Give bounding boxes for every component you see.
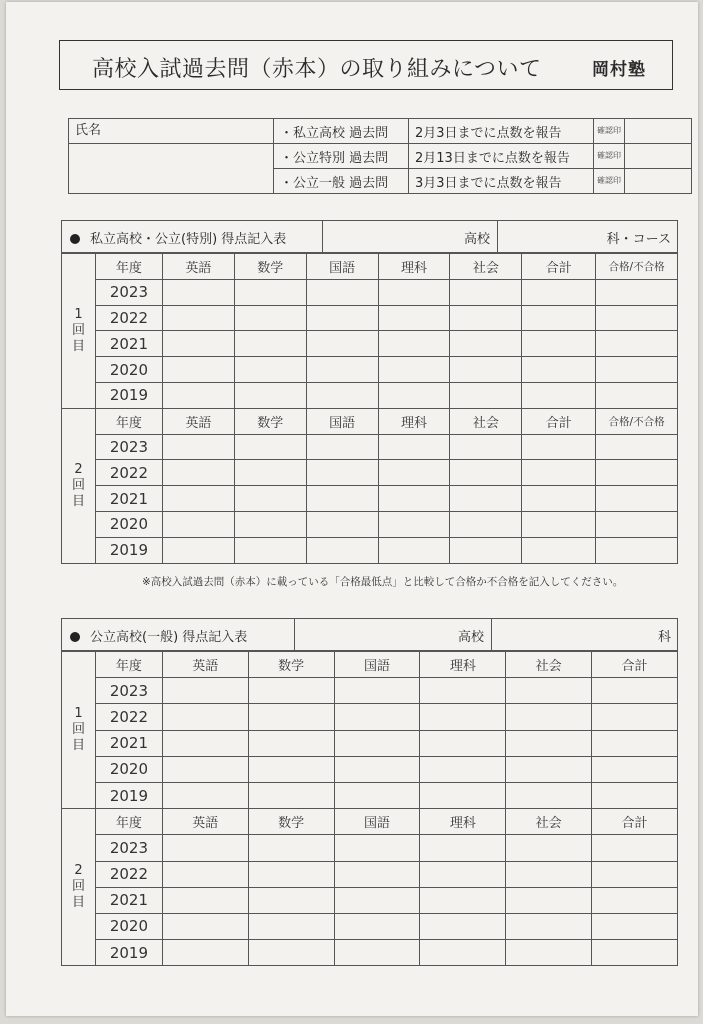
section2-title: 公立高校(一般) 得点記入表 bbox=[90, 630, 248, 645]
score-input-cell[interactable] bbox=[234, 434, 306, 460]
score-row bbox=[62, 357, 678, 383]
score-input-cell[interactable] bbox=[596, 537, 678, 563]
score-row bbox=[62, 382, 678, 408]
score-input-cell[interactable] bbox=[306, 486, 378, 512]
score-row bbox=[62, 537, 678, 563]
year-cell: 2019 bbox=[95, 782, 162, 808]
score-input-cell[interactable] bbox=[420, 730, 506, 756]
score-input-cell[interactable] bbox=[162, 887, 248, 913]
score-row bbox=[62, 940, 678, 966]
score-input-cell[interactable] bbox=[234, 486, 306, 512]
stamp-box[interactable] bbox=[625, 144, 692, 169]
score-input-cell[interactable] bbox=[378, 537, 450, 563]
score-input-cell[interactable] bbox=[162, 704, 248, 730]
column-header: 合計 bbox=[592, 652, 678, 678]
bullet-icon bbox=[70, 632, 80, 642]
column-header: 社会 bbox=[450, 408, 522, 434]
score-input-cell[interactable] bbox=[334, 913, 420, 939]
column-header: 年度 bbox=[95, 652, 162, 678]
year-cell: 2020 bbox=[95, 511, 162, 537]
score-input-cell[interactable] bbox=[248, 756, 334, 782]
score-input-cell[interactable] bbox=[162, 279, 234, 305]
score-input-cell[interactable] bbox=[592, 704, 678, 730]
worksheet-page bbox=[6, 2, 698, 1016]
score-row bbox=[62, 861, 678, 887]
round-label: 1 回 目 bbox=[62, 254, 96, 409]
column-header: 数学 bbox=[248, 809, 334, 835]
score-row bbox=[62, 305, 678, 331]
score-row bbox=[62, 913, 678, 939]
column-header: 社会 bbox=[450, 254, 522, 280]
score-input-cell[interactable] bbox=[592, 756, 678, 782]
section2-score-table bbox=[61, 651, 678, 966]
column-header: 国語 bbox=[306, 408, 378, 434]
score-input-cell[interactable] bbox=[162, 730, 248, 756]
column-header: 合計 bbox=[522, 254, 596, 280]
score-input-cell[interactable] bbox=[234, 460, 306, 486]
score-input-cell[interactable] bbox=[234, 331, 306, 357]
section2-header bbox=[61, 618, 678, 651]
bullet-icon bbox=[70, 234, 80, 244]
score-input-cell[interactable] bbox=[420, 887, 506, 913]
school-name-field[interactable] bbox=[322, 221, 498, 252]
column-header: 理科 bbox=[420, 652, 506, 678]
score-input-cell[interactable] bbox=[420, 782, 506, 808]
info-deadline: 3月3日までに点数を報告 bbox=[409, 169, 594, 194]
score-input-cell[interactable] bbox=[248, 782, 334, 808]
column-header: 合計 bbox=[592, 809, 678, 835]
score-input-cell[interactable] bbox=[596, 279, 678, 305]
score-row bbox=[62, 887, 678, 913]
score-input-cell[interactable] bbox=[162, 486, 234, 512]
score-input-cell[interactable] bbox=[234, 537, 306, 563]
year-cell: 2019 bbox=[95, 382, 162, 408]
score-input-cell[interactable] bbox=[506, 835, 592, 861]
score-input-cell[interactable] bbox=[162, 357, 234, 383]
score-input-cell[interactable] bbox=[450, 331, 522, 357]
score-input-cell[interactable] bbox=[234, 357, 306, 383]
score-input-cell[interactable] bbox=[162, 460, 234, 486]
score-input-cell[interactable] bbox=[162, 331, 234, 357]
column-header: 社会 bbox=[506, 652, 592, 678]
score-input-cell[interactable] bbox=[306, 537, 378, 563]
score-input-cell[interactable] bbox=[334, 678, 420, 704]
score-input-cell[interactable] bbox=[596, 331, 678, 357]
column-header: 年度 bbox=[95, 254, 162, 280]
info-deadline: 2月3日までに点数を報告 bbox=[409, 119, 594, 144]
score-input-cell[interactable] bbox=[596, 382, 678, 408]
score-input-cell[interactable] bbox=[248, 861, 334, 887]
round-label: 2 回 目 bbox=[62, 809, 96, 966]
score-input-cell[interactable] bbox=[420, 861, 506, 887]
info-deadline: 2月13日までに点数を報告 bbox=[409, 144, 594, 169]
column-header: 合格/不合格 bbox=[596, 254, 678, 280]
info-table bbox=[68, 118, 692, 194]
score-input-cell[interactable] bbox=[378, 382, 450, 408]
score-input-cell[interactable] bbox=[306, 305, 378, 331]
column-header: 数学 bbox=[234, 408, 306, 434]
score-input-cell[interactable] bbox=[248, 730, 334, 756]
score-input-cell[interactable] bbox=[306, 279, 378, 305]
year-cell: 2023 bbox=[95, 678, 162, 704]
header-row bbox=[62, 652, 678, 678]
year-cell: 2022 bbox=[95, 704, 162, 730]
course-name-field[interactable] bbox=[491, 619, 677, 650]
score-input-cell[interactable] bbox=[592, 835, 678, 861]
score-row bbox=[62, 756, 678, 782]
score-input-cell[interactable] bbox=[450, 460, 522, 486]
round-label: 1 回 目 bbox=[62, 652, 96, 809]
score-input-cell[interactable] bbox=[334, 730, 420, 756]
score-input-cell[interactable] bbox=[378, 511, 450, 537]
year-cell: 2022 bbox=[95, 305, 162, 331]
score-input-cell[interactable] bbox=[378, 305, 450, 331]
score-input-cell[interactable] bbox=[596, 305, 678, 331]
score-input-cell[interactable] bbox=[306, 357, 378, 383]
score-input-cell[interactable] bbox=[162, 678, 248, 704]
score-row bbox=[62, 782, 678, 808]
score-row bbox=[62, 704, 678, 730]
score-input-cell[interactable] bbox=[592, 782, 678, 808]
score-input-cell[interactable] bbox=[522, 511, 596, 537]
score-input-cell[interactable] bbox=[420, 756, 506, 782]
school-label: 高校 bbox=[457, 630, 484, 645]
year-cell: 2021 bbox=[95, 486, 162, 512]
year-cell: 2023 bbox=[95, 279, 162, 305]
score-input-cell[interactable] bbox=[378, 331, 450, 357]
score-input-cell[interactable] bbox=[596, 511, 678, 537]
score-input-cell[interactable] bbox=[420, 913, 506, 939]
school-logo: 岡村塾 bbox=[592, 60, 646, 80]
score-input-cell[interactable] bbox=[506, 678, 592, 704]
year-cell: 2021 bbox=[95, 331, 162, 357]
column-header: 数学 bbox=[234, 254, 306, 280]
score-input-cell[interactable] bbox=[450, 486, 522, 512]
score-input-cell[interactable] bbox=[450, 357, 522, 383]
section2-title-wrap bbox=[70, 626, 247, 645]
score-input-cell[interactable] bbox=[522, 357, 596, 383]
score-input-cell[interactable] bbox=[522, 434, 596, 460]
score-input-cell[interactable] bbox=[306, 511, 378, 537]
score-input-cell[interactable] bbox=[506, 913, 592, 939]
info-row bbox=[69, 119, 692, 144]
score-input-cell[interactable] bbox=[334, 835, 420, 861]
score-row bbox=[62, 434, 678, 460]
score-row bbox=[62, 511, 678, 537]
score-input-cell[interactable] bbox=[450, 279, 522, 305]
score-row bbox=[62, 331, 678, 357]
score-input-cell[interactable] bbox=[420, 678, 506, 704]
score-input-cell[interactable] bbox=[596, 460, 678, 486]
score-input-cell[interactable] bbox=[334, 887, 420, 913]
column-header: 合計 bbox=[522, 408, 596, 434]
score-input-cell[interactable] bbox=[248, 704, 334, 730]
score-input-cell[interactable] bbox=[162, 940, 248, 966]
score-input-cell[interactable] bbox=[248, 678, 334, 704]
score-row bbox=[62, 835, 678, 861]
score-input-cell[interactable] bbox=[420, 940, 506, 966]
year-cell: 2023 bbox=[95, 434, 162, 460]
header-row bbox=[62, 809, 678, 835]
score-input-cell[interactable] bbox=[248, 835, 334, 861]
score-input-cell[interactable] bbox=[420, 835, 506, 861]
score-input-cell[interactable] bbox=[506, 861, 592, 887]
score-input-cell[interactable] bbox=[334, 704, 420, 730]
stamp-label: 確認印 bbox=[594, 144, 625, 169]
column-header: 英語 bbox=[162, 254, 234, 280]
section1-score-table bbox=[61, 253, 678, 564]
round-label: 2 回 目 bbox=[62, 408, 96, 563]
score-input-cell[interactable] bbox=[162, 861, 248, 887]
score-input-cell[interactable] bbox=[162, 913, 248, 939]
course-label: 科 bbox=[657, 630, 671, 645]
column-header: 英語 bbox=[162, 652, 248, 678]
score-input-cell[interactable] bbox=[162, 305, 234, 331]
info-row bbox=[69, 144, 692, 169]
year-cell: 2021 bbox=[95, 887, 162, 913]
score-input-cell[interactable] bbox=[378, 434, 450, 460]
note-text: ※高校入試過去問（赤本）に載っている「合格最低点」と比較して合格か不合格を記入してください。 bbox=[142, 576, 624, 588]
info-item: ・私立高校 過去問 bbox=[274, 119, 409, 144]
score-input-cell[interactable] bbox=[450, 382, 522, 408]
column-header: 理科 bbox=[378, 408, 450, 434]
score-input-cell[interactable] bbox=[234, 511, 306, 537]
score-input-cell[interactable] bbox=[522, 305, 596, 331]
score-input-cell[interactable] bbox=[592, 678, 678, 704]
column-header: 英語 bbox=[162, 408, 234, 434]
score-input-cell[interactable] bbox=[306, 331, 378, 357]
column-header: 社会 bbox=[506, 809, 592, 835]
section1-header bbox=[61, 220, 678, 253]
course-name-field[interactable] bbox=[497, 221, 677, 252]
column-header: 英語 bbox=[162, 809, 248, 835]
score-input-cell[interactable] bbox=[522, 460, 596, 486]
score-row bbox=[62, 730, 678, 756]
section1-title-wrap bbox=[70, 228, 286, 247]
score-input-cell[interactable] bbox=[248, 887, 334, 913]
info-item: ・公立一般 過去問 bbox=[274, 169, 409, 194]
score-input-cell[interactable] bbox=[506, 704, 592, 730]
score-row bbox=[62, 486, 678, 512]
score-input-cell[interactable] bbox=[378, 486, 450, 512]
score-input-cell[interactable] bbox=[522, 537, 596, 563]
score-input-cell[interactable] bbox=[596, 357, 678, 383]
score-input-cell[interactable] bbox=[306, 460, 378, 486]
score-input-cell[interactable] bbox=[234, 382, 306, 408]
column-header: 合格/不合格 bbox=[596, 408, 678, 434]
column-header: 年度 bbox=[95, 408, 162, 434]
score-input-cell[interactable] bbox=[522, 279, 596, 305]
score-input-cell[interactable] bbox=[592, 940, 678, 966]
stamp-label: 確認印 bbox=[594, 169, 625, 194]
score-input-cell[interactable] bbox=[334, 756, 420, 782]
score-input-cell[interactable] bbox=[306, 382, 378, 408]
school-label: 高校 bbox=[463, 232, 490, 247]
score-input-cell[interactable] bbox=[234, 279, 306, 305]
score-input-cell[interactable] bbox=[506, 756, 592, 782]
score-input-cell[interactable] bbox=[596, 434, 678, 460]
stamp-box[interactable] bbox=[625, 169, 692, 194]
score-input-cell[interactable] bbox=[592, 730, 678, 756]
score-input-cell[interactable] bbox=[162, 782, 248, 808]
score-input-cell[interactable] bbox=[506, 782, 592, 808]
stamp-label: 確認印 bbox=[594, 119, 625, 144]
score-input-cell[interactable] bbox=[248, 913, 334, 939]
column-header: 国語 bbox=[306, 254, 378, 280]
score-input-cell[interactable] bbox=[378, 279, 450, 305]
info-item: ・公立特別 過去問 bbox=[274, 144, 409, 169]
year-cell: 2022 bbox=[95, 861, 162, 887]
column-header: 年度 bbox=[95, 809, 162, 835]
score-input-cell[interactable] bbox=[506, 887, 592, 913]
score-input-cell[interactable] bbox=[450, 434, 522, 460]
column-header: 理科 bbox=[420, 809, 506, 835]
score-input-cell[interactable] bbox=[506, 730, 592, 756]
column-header: 国語 bbox=[334, 809, 420, 835]
name-input-area[interactable] bbox=[69, 144, 274, 194]
year-cell: 2020 bbox=[95, 357, 162, 383]
score-input-cell[interactable] bbox=[334, 861, 420, 887]
year-cell: 2020 bbox=[95, 756, 162, 782]
score-input-cell[interactable] bbox=[450, 537, 522, 563]
score-row bbox=[62, 460, 678, 486]
score-input-cell[interactable] bbox=[162, 511, 234, 537]
score-input-cell[interactable] bbox=[334, 940, 420, 966]
school-name-field[interactable] bbox=[294, 619, 492, 650]
score-input-cell[interactable] bbox=[592, 887, 678, 913]
column-header: 国語 bbox=[334, 652, 420, 678]
section1-title: 私立高校・公立(特別) 得点記入表 bbox=[90, 232, 287, 247]
score-input-cell[interactable] bbox=[248, 940, 334, 966]
header-row bbox=[62, 408, 678, 434]
column-header: 理科 bbox=[378, 254, 450, 280]
score-input-cell[interactable] bbox=[450, 511, 522, 537]
score-input-cell[interactable] bbox=[450, 305, 522, 331]
year-cell: 2019 bbox=[95, 940, 162, 966]
score-input-cell[interactable] bbox=[420, 704, 506, 730]
score-input-cell[interactable] bbox=[162, 382, 234, 408]
score-input-cell[interactable] bbox=[234, 305, 306, 331]
page-title: 高校入試過去問（赤本）の取り組みについて bbox=[92, 57, 542, 82]
year-cell: 2023 bbox=[95, 835, 162, 861]
score-input-cell[interactable] bbox=[162, 434, 234, 460]
header-row bbox=[62, 254, 678, 280]
score-input-cell[interactable] bbox=[162, 756, 248, 782]
stamp-box[interactable] bbox=[625, 119, 692, 144]
column-header: 数学 bbox=[248, 652, 334, 678]
year-cell: 2019 bbox=[95, 537, 162, 563]
score-input-cell[interactable] bbox=[522, 331, 596, 357]
title-box bbox=[59, 40, 673, 90]
score-input-cell[interactable] bbox=[522, 486, 596, 512]
score-input-cell[interactable] bbox=[592, 913, 678, 939]
year-cell: 2021 bbox=[95, 730, 162, 756]
year-cell: 2022 bbox=[95, 460, 162, 486]
score-input-cell[interactable] bbox=[506, 940, 592, 966]
score-input-cell[interactable] bbox=[522, 382, 596, 408]
score-input-cell[interactable] bbox=[334, 782, 420, 808]
score-row bbox=[62, 279, 678, 305]
score-input-cell[interactable] bbox=[592, 861, 678, 887]
score-row bbox=[62, 678, 678, 704]
course-label: 科・コース bbox=[606, 232, 671, 247]
score-input-cell[interactable] bbox=[378, 357, 450, 383]
score-input-cell[interactable] bbox=[162, 835, 248, 861]
score-input-cell[interactable] bbox=[306, 434, 378, 460]
score-input-cell[interactable] bbox=[596, 486, 678, 512]
name-label: 氏名 bbox=[69, 119, 274, 144]
score-input-cell[interactable] bbox=[162, 537, 234, 563]
score-input-cell[interactable] bbox=[378, 460, 450, 486]
year-cell: 2020 bbox=[95, 913, 162, 939]
